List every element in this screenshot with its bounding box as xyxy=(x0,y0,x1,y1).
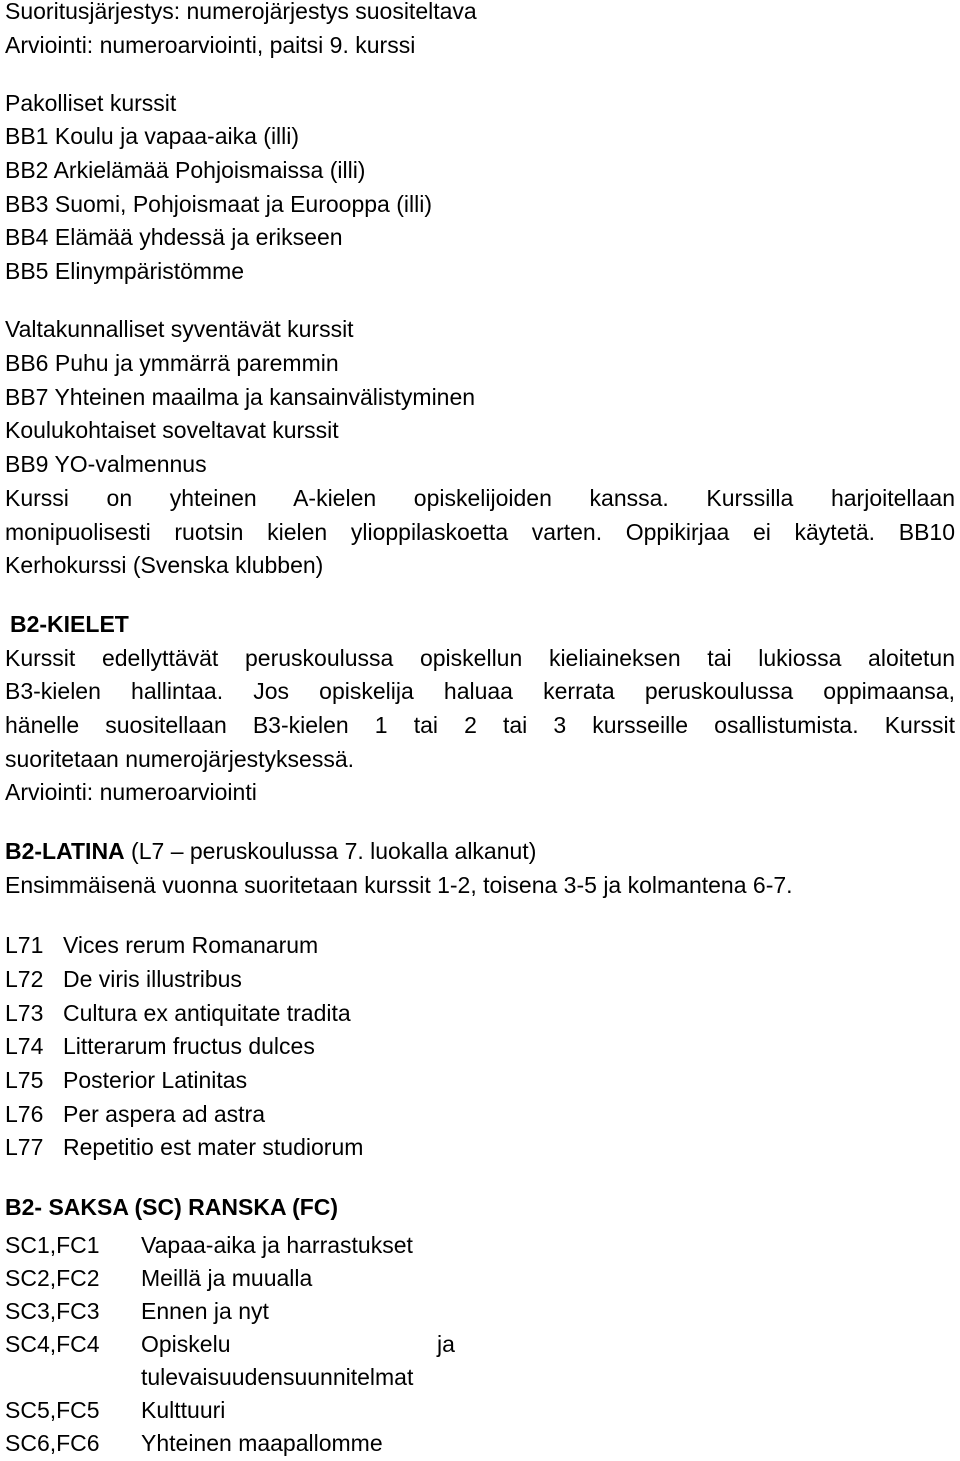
course-bb1: BB1 Koulu ja vapaa-aika (illi) xyxy=(5,123,300,149)
course-code: SC6,FC6 xyxy=(5,1430,100,1456)
course-code: L74 xyxy=(5,1033,44,1059)
b2-assessment-line: Arviointi: numeroarviointi xyxy=(5,779,257,805)
latin-heading xyxy=(5,835,536,869)
course-title: Per aspera ad astra xyxy=(63,1101,266,1127)
latin-course-row xyxy=(5,929,318,963)
language-course-row xyxy=(5,1427,383,1461)
course-code: SC3,FC3 xyxy=(5,1298,100,1324)
language-course-row xyxy=(5,1229,413,1263)
course-bb6: BB6 Puhu ja ymmärrä paremmin xyxy=(5,350,339,376)
latin-course-row xyxy=(5,1030,315,1064)
course-code: L73 xyxy=(5,1000,44,1026)
course-code: L77 xyxy=(5,1134,44,1160)
course-code: L75 xyxy=(5,1067,44,1093)
course-title: Ennen ja nyt xyxy=(141,1298,269,1324)
course-bb3: BB3 Suomi, Pohjoismaat ja Eurooppa (illi) xyxy=(5,191,432,217)
course-bb2: BB2 Arkielämää Pohjoismaissa (illi) xyxy=(5,157,366,183)
course-bb4: BB4 Elämää yhdessä ja erikseen xyxy=(5,224,343,250)
language-course-row xyxy=(5,1262,312,1296)
course-title: Meillä ja muualla xyxy=(141,1265,313,1291)
latin-schedule: Ensimmäisenä vuonna suoritetaan kurssit 1-2, toisena 3-5 ja kolmantena 6-7. xyxy=(5,872,793,898)
latin-course-row xyxy=(5,1131,363,1165)
german-french-heading: B2- SAKSA (SC) RANSKA (FC) xyxy=(5,1194,339,1220)
course-title-part-2: ja xyxy=(437,1331,455,1357)
course-title: Vapaa-aika ja harrastukset xyxy=(141,1232,413,1258)
course-title: Cultura ex antiquitate tradita xyxy=(63,1000,351,1026)
course-code: L72 xyxy=(5,966,44,992)
latin-course-row xyxy=(5,997,351,1031)
advanced-heading: Valtakunnalliset syventävät kurssit xyxy=(5,316,354,342)
course-code: L76 xyxy=(5,1101,44,1127)
course-code: L71 xyxy=(5,932,44,958)
course-title-part-1: Opiskelu xyxy=(141,1331,231,1357)
suoritusjarjestys-line: Suoritusjärjestys: numerojärjestys suositeltava xyxy=(5,0,477,24)
course-title: De viris illustribus xyxy=(63,966,242,992)
arviointi-line: Arviointi: numeroarviointi, paitsi 9. kurssi xyxy=(5,32,416,58)
course-title: Yhteinen maapallomme xyxy=(141,1430,383,1456)
bb10-description-line: Kerhokurssi (Svenska klubben) xyxy=(5,552,324,578)
course-title: Posterior Latinitas xyxy=(63,1067,248,1093)
compulsory-heading: Pakolliset kurssit xyxy=(5,90,177,116)
course-title-continuation: tulevaisuudensuunnitelmat xyxy=(141,1364,414,1390)
applied-heading: Koulukohtaiset soveltavat kurssit xyxy=(5,417,339,443)
b2-kielet-heading: B2-KIELET xyxy=(10,611,129,637)
latin-course-row xyxy=(5,1098,265,1132)
b2-paragraph-line-1: Kurssit edellyttävät peruskoulussa opiskellun kieliaineksen tai lukiossa aloitetun xyxy=(5,645,955,671)
latin-heading-bold: B2-LATINA xyxy=(5,838,125,864)
bb9-description-line-1: Kurssi on yhteinen A-kielen opiskelijoiden kanssa. Kurssilla harjoitellaan xyxy=(5,485,955,511)
course-code: SC2,FC2 xyxy=(5,1265,100,1291)
latin-course-row xyxy=(5,1064,247,1098)
bb9-description-line-2: monipuolisesti ruotsin kielen ylioppilaskoetta varten. Oppikirjaa ei käytetä. BB10 xyxy=(5,519,955,545)
course-bb7: BB7 Yhteinen maailma ja kansainvälistyminen xyxy=(5,384,476,410)
course-title: Litterarum fructus dulces xyxy=(63,1033,315,1059)
course-code: SC4,FC4 xyxy=(5,1331,100,1357)
language-course-row xyxy=(5,1328,455,1362)
b2-paragraph-line-4: suoritetaan numerojärjestyksessä. xyxy=(5,746,354,772)
b2-paragraph-line-2: B3-kielen hallintaa. Jos opiskelija haluaa kerrata peruskoulussa oppimaansa, xyxy=(5,678,955,704)
latin-heading-rest: (L7 – peruskoulussa 7. luokalla alkanut) xyxy=(124,838,537,864)
language-course-row xyxy=(5,1295,269,1329)
course-bb5: BB5 Elinympäristömme xyxy=(5,258,245,284)
latin-course-row xyxy=(5,963,242,997)
course-code: SC1,FC1 xyxy=(5,1232,100,1258)
course-code: SC5,FC5 xyxy=(5,1397,100,1423)
course-title: Vices rerum Romanarum xyxy=(63,932,319,958)
course-title: Repetitio est mater studiorum xyxy=(63,1134,364,1160)
language-course-row xyxy=(5,1394,225,1428)
course-title: Kulttuuri xyxy=(141,1397,226,1423)
course-bb9: BB9 YO-valmennus xyxy=(5,451,207,477)
b2-paragraph-line-3: hänelle suositellaan B3-kielen 1 tai 2 tai 3 kursseille osallistumista. Kurssit xyxy=(5,712,955,738)
